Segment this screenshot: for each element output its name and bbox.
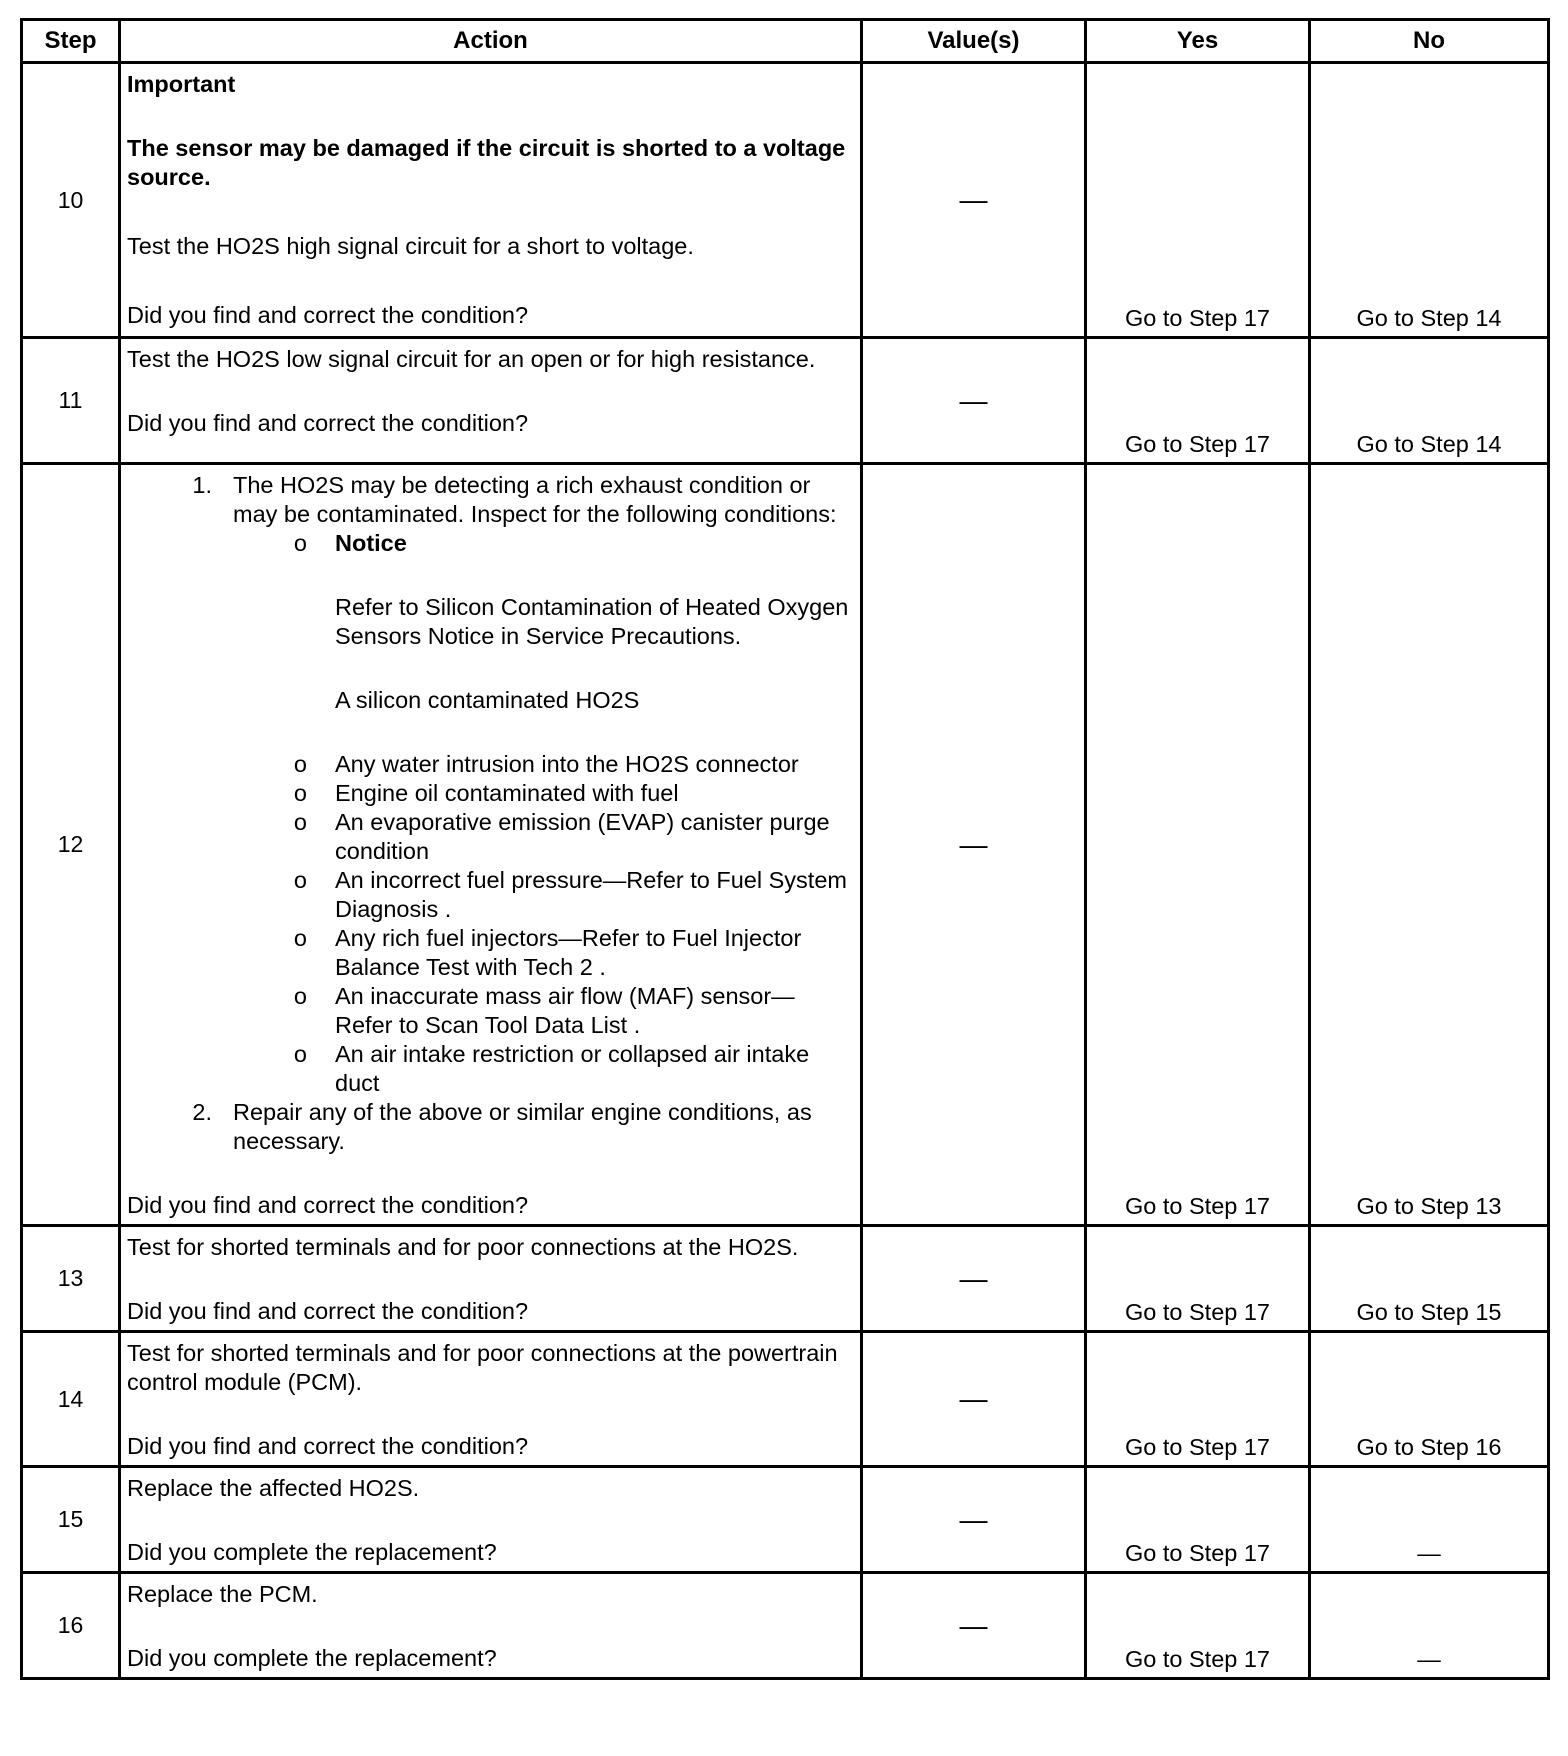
step-number: 13	[22, 1226, 120, 1332]
action-question: Did you find and correct the condition?	[127, 1298, 529, 1324]
bullet-item	[127, 982, 852, 1040]
value-cell: —	[862, 338, 1086, 464]
action-text: Test the HO2S high signal circuit for a short to voltage.	[127, 233, 694, 259]
header-values: Value(s)	[862, 20, 1086, 63]
header-no: No	[1310, 20, 1549, 63]
action-cell	[120, 1226, 862, 1332]
step-number: 12	[22, 464, 120, 1226]
table-row	[22, 1467, 1549, 1573]
table-row	[22, 1226, 1549, 1332]
value-cell: —	[862, 1332, 1086, 1467]
condition-text: An air intake restriction or collapsed air intake duct	[335, 1041, 810, 1096]
table-row	[22, 464, 1549, 1226]
bullet-item	[127, 750, 852, 779]
value-cell: —	[862, 1573, 1086, 1679]
value-cell: —	[862, 1226, 1086, 1332]
condition-text: Any rich fuel injectors—Refer to Fuel Injector Balance Test with Tech 2 .	[335, 925, 802, 980]
no-link[interactable]: Go to Step 15	[1310, 1226, 1549, 1332]
bullet-marker: o	[293, 780, 307, 806]
yes-link[interactable]: Go to Step 17	[1086, 1573, 1310, 1679]
step-number: 16	[22, 1573, 120, 1679]
bullet-item	[127, 1040, 852, 1098]
silicon-item: A silicon contaminated HO2S	[335, 687, 640, 713]
numbered-item	[127, 1098, 852, 1156]
action-text: Test for shorted terminals and for poor connections at the powertrain control module (PCM).	[127, 1340, 838, 1395]
action-cell	[120, 464, 862, 1226]
table-row	[22, 1332, 1549, 1467]
step-number: 15	[22, 1467, 120, 1573]
action-question: Did you find and correct the condition?	[127, 1433, 529, 1459]
bullet-item	[127, 866, 852, 924]
condition-text: An inaccurate mass air flow (MAF) sensor—Refer to Scan Tool Data List .	[335, 983, 795, 1038]
value-cell: —	[862, 63, 1086, 338]
condition-text: An evaporative emission (EVAP) canister purge condition	[335, 809, 830, 864]
action-question: Did you find and correct the condition?	[127, 1192, 529, 1218]
action-question: Did you complete the replacement?	[127, 1645, 497, 1671]
yes-link[interactable]: Go to Step 17	[1086, 1332, 1310, 1467]
header-action: Action	[120, 20, 862, 63]
action-text: Replace the affected HO2S.	[127, 1475, 420, 1501]
action-cell	[120, 1573, 862, 1679]
condition-text: Engine oil contaminated with fuel	[335, 780, 679, 806]
step-number: 11	[22, 338, 120, 464]
bullet-item	[127, 779, 852, 808]
bullet-item	[127, 529, 852, 558]
action-cell	[120, 1467, 862, 1573]
action-text: Replace the PCM.	[127, 1581, 318, 1607]
yes-link[interactable]: Go to Step 17	[1086, 1226, 1310, 1332]
bullet-marker: o	[293, 1041, 307, 1067]
bullet-marker: o	[293, 809, 307, 835]
yes-link[interactable]: Go to Step 17	[1086, 464, 1310, 1226]
item-number: 2.	[192, 1099, 212, 1125]
no-value: —	[1310, 1573, 1549, 1679]
table-row	[22, 1573, 1549, 1679]
action-text: Test the HO2S low signal circuit for an open or for high resistance.	[127, 346, 816, 372]
no-link[interactable]: Go to Step 13	[1310, 464, 1549, 1226]
action-question: Did you find and correct the condition?	[127, 410, 529, 436]
bullet-marker: o	[293, 751, 307, 777]
important-text: The sensor may be damaged if the circuit is shorted to a voltage source.	[127, 135, 846, 190]
bullet-marker: o	[293, 530, 307, 556]
condition-text: Any water intrusion into the HO2S connector	[335, 751, 799, 777]
step-number: 14	[22, 1332, 120, 1467]
step-number: 10	[22, 63, 120, 338]
header-step: Step	[22, 20, 120, 63]
item-number: 1.	[192, 472, 212, 498]
table-row	[22, 63, 1549, 338]
diagnostic-table	[20, 18, 1550, 1680]
value-cell: —	[862, 464, 1086, 1226]
no-link[interactable]: Go to Step 16	[1310, 1332, 1549, 1467]
action-cell	[120, 1332, 862, 1467]
item-text: The HO2S may be detecting a rich exhaust condition or may be contaminated. Inspect for the following conditions:	[233, 472, 837, 527]
action-cell	[120, 338, 862, 464]
important-heading: Important	[127, 71, 236, 97]
notice-text: Refer to Silicon Contamination of Heated Oxygen Sensors Notice in Service Precautions.	[335, 594, 849, 649]
action-question: Did you find and correct the condition?	[127, 302, 529, 328]
notice-heading: Notice	[335, 530, 407, 556]
yes-link[interactable]: Go to Step 17	[1086, 338, 1310, 464]
value-cell: —	[862, 1467, 1086, 1573]
header-row	[22, 20, 1549, 63]
header-yes: Yes	[1086, 20, 1310, 63]
condition-text: An incorrect fuel pressure—Refer to Fuel System Diagnosis .	[335, 867, 847, 922]
bullet-item	[127, 808, 852, 866]
action-text: Test for shorted terminals and for poor connections at the HO2S.	[127, 1234, 799, 1260]
no-link[interactable]: Go to Step 14	[1310, 338, 1549, 464]
bullet-item	[127, 924, 852, 982]
numbered-item	[127, 471, 852, 529]
yes-link[interactable]: Go to Step 17	[1086, 63, 1310, 338]
table-row	[22, 338, 1549, 464]
bullet-marker: o	[293, 925, 307, 951]
action-cell	[120, 63, 862, 338]
action-question: Did you complete the replacement?	[127, 1539, 497, 1565]
item-text: Repair any of the above or similar engine conditions, as necessary.	[233, 1099, 812, 1154]
no-link[interactable]: Go to Step 14	[1310, 63, 1549, 338]
yes-link[interactable]: Go to Step 17	[1086, 1467, 1310, 1573]
bullet-marker: o	[293, 867, 307, 893]
no-value: —	[1310, 1467, 1549, 1573]
bullet-marker: o	[293, 983, 307, 1009]
